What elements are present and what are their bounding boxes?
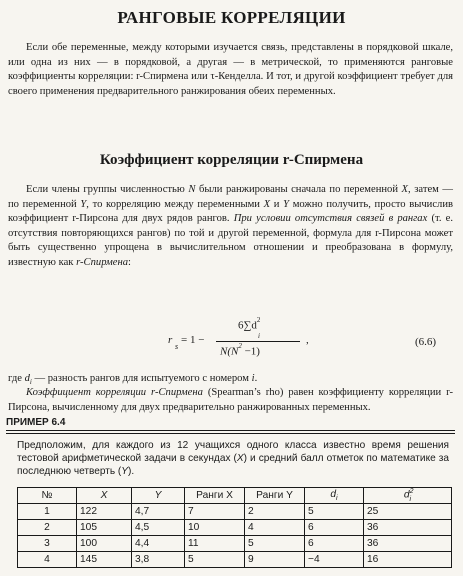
header-x: X (77, 488, 132, 504)
table-row: 3 100 4,4 11 5 6 36 (18, 536, 452, 552)
table-row: 2 105 4,5 10 4 6 36 (18, 520, 452, 536)
intro-paragraph: Если обе переменные, между которыми изучается связь, представлены в порядковой шкале, или одна из них — в порядковой, а другая — в метрической, то применяются ранговые коэффициенты корреляции: r-Спирмена или τ-Кенделла. И тот, и другой коэффициент требует для своего применения предварительного ранжирования обеих переменных. (8, 42, 453, 97)
header-d-squared: $d^2_i$ (364, 488, 452, 504)
table-row: 4 145 3,8 5 9 −4 16 (18, 552, 452, 568)
header-number: № (18, 488, 77, 504)
example-heading: ПРИМЕР 6.4 (6, 417, 66, 428)
subsection-title: Коэффициент корреляции r-Спирмена (99, 152, 364, 168)
header-y: Y (132, 488, 185, 504)
header-rank-x: Ранги X (185, 488, 245, 504)
definition-line: где $d_i$ — разность рангов для испытуемого с номером i. (8, 373, 258, 387)
formula-number: (6.6) (415, 336, 437, 348)
example-divider (6, 430, 455, 431)
section-title: РАНГОВЫЕ КОРРЕЛЯЦИИ (117, 8, 346, 27)
body-paragraph: Если члены группы численностью N были ранжированы сначала по переменной X, затем — по переменной Y, то корреляцию между переменными X и Y можно получить, просто вычислив коэффициент r-Пирсона для двух рядов рангов. При условии отсутствия связей в рангах (т. е. отсутствия повторяющихся рангов) по той и другой переменной, формула для r-Пирсона может быть существенно упрощена в вычислительном отношении и преобразована в формулу, известную как r-Спирмена: (8, 184, 454, 268)
spearman-formula: r s = 1 − $6\sum d^2$ i $N(N^2 -1)$ , (168, 318, 358, 368)
header-rank-y: Ранги Y (245, 488, 305, 504)
table-header-row (18, 488, 452, 504)
header-d: $d_i$ (305, 488, 364, 504)
table-row: 1 122 4,7 7 2 5 25 (18, 504, 452, 520)
formula-fraction: $6\sum d^2$ i $N(N^2 -1)$ (216, 318, 302, 364)
example-divider-thin (6, 433, 455, 434)
spearman-paragraph: Коэффициент корреляции r-Спирмена (Spearman’s rho) равен коэффициенту корреляции r-Пирсона, вычисленному для двух предварительно ранжированных переменных. (8, 387, 453, 413)
example-table (17, 487, 452, 568)
condition-text: При условии отсутствия связей в рангах (233, 213, 428, 225)
example-text: Предположим, для каждого из 12 учащихся одного класса известно время решения тестовой арифметической задачи в секундах (X) и средний балл отметок по математике за последнюю четверть (Y). (17, 440, 450, 478)
